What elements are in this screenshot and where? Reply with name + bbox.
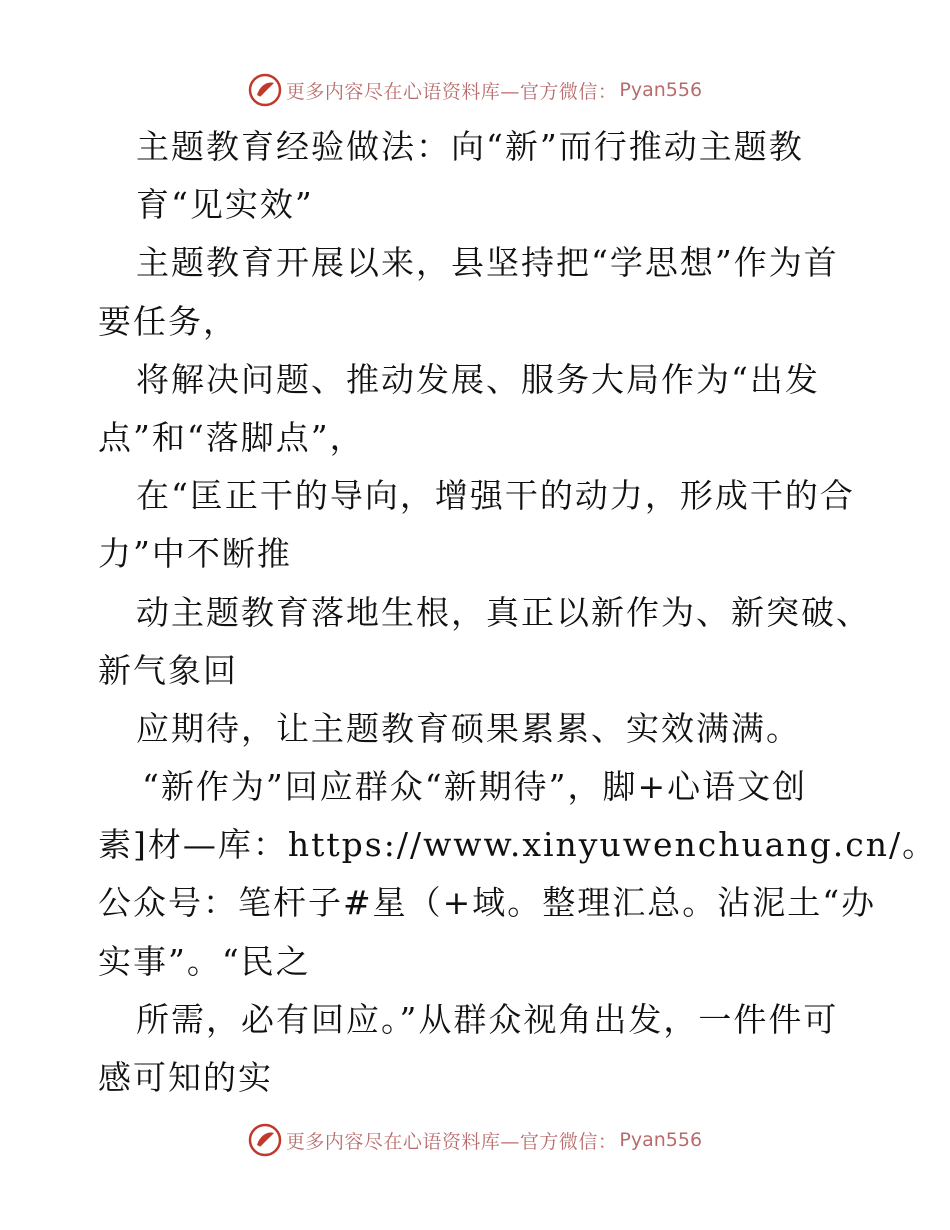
article-line: 将解决问题、推动发展、服务大局作为“出发 bbox=[136, 359, 820, 399]
footer-banner-contact: Pyan556 bbox=[619, 1129, 703, 1151]
article-line: 所需，必有回应。”从群众视角出发，一件件可 bbox=[136, 999, 839, 1039]
article-line: 育“见实效” bbox=[136, 185, 314, 225]
article-line: 主题教育开展以来，县坚持把“学思想”作为首 bbox=[136, 243, 839, 283]
brand-logo-icon bbox=[248, 73, 282, 107]
article-line: 动主题教育落地生根，真正以新作为、新突破、 bbox=[136, 592, 871, 632]
article-body bbox=[98, 118, 938, 1107]
header-banner bbox=[0, 70, 950, 110]
brand-logo-icon bbox=[248, 1123, 282, 1157]
article-line: 主题教育经验做法：向“新”而行推动主题教 bbox=[136, 127, 804, 166]
article-line: 力”中不断推 bbox=[98, 534, 292, 574]
article-line: 在“匡正干的导向，增强干的动力，形成干的合 bbox=[136, 476, 855, 516]
article-line: 点”和“落脚点”， bbox=[98, 417, 365, 457]
header-banner-contact: Pyan556 bbox=[619, 79, 703, 101]
article-line: 要任务， bbox=[98, 301, 238, 341]
article-line: 素]材—库：https://www.xinyuwenchuang.cn/。 bbox=[98, 825, 938, 865]
article-line: 新气象回 bbox=[98, 650, 238, 690]
article-line: 感可知的实 bbox=[98, 1058, 273, 1097]
article-line: 公众号：笔杆子#星（+域。整理汇总。沾泥土“办 bbox=[98, 883, 877, 923]
header-banner-text: 更多内容尽在心语资料库—官方微信： bbox=[285, 80, 618, 103]
footer-banner bbox=[0, 1120, 950, 1160]
footer-banner-text: 更多内容尽在心语资料库—官方微信： bbox=[285, 1130, 618, 1153]
article-line: 实事”。“民之 bbox=[98, 941, 311, 981]
article-line: “新作为”回应群众“新期待”，脚+心语文创 bbox=[142, 767, 808, 807]
article-line: 应期待，让主题教育硕果累累、实效满满。 bbox=[136, 708, 801, 748]
